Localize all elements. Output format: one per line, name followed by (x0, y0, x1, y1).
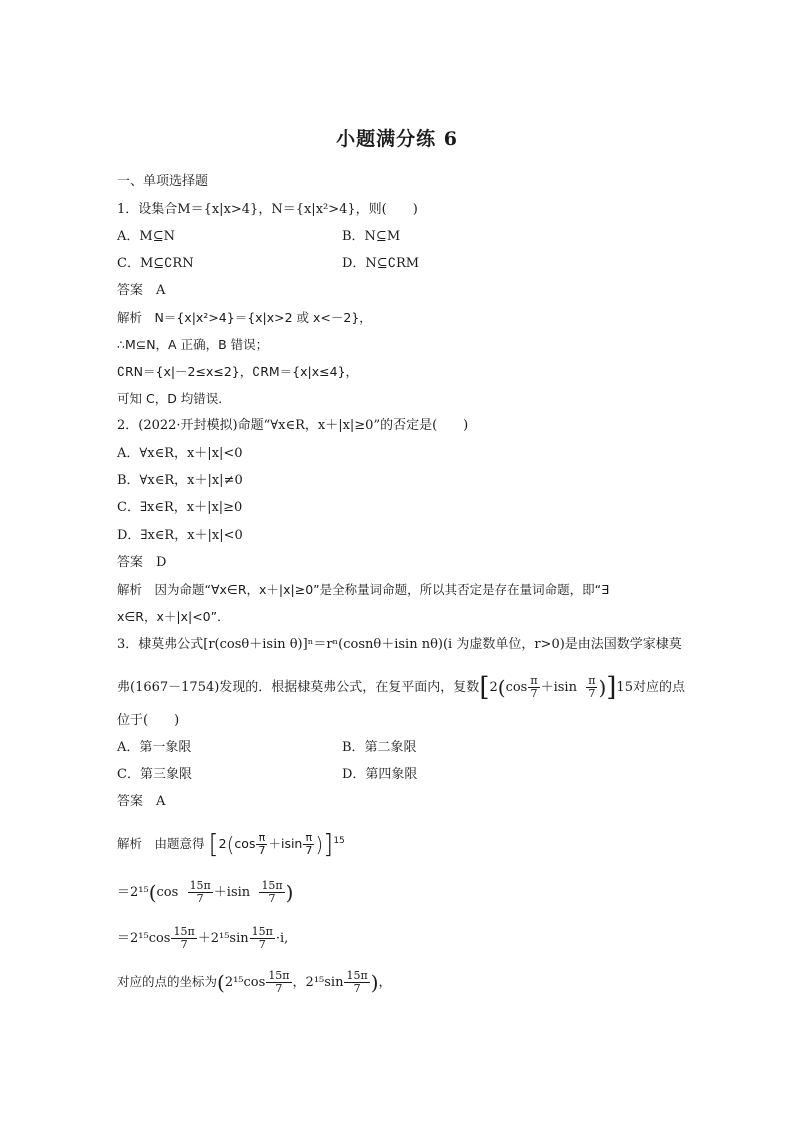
q1-option-a: A．M⊆N (117, 229, 175, 244)
right-paren: ) (598, 675, 607, 700)
q3-stem-tail: 15对应的点 (616, 680, 685, 695)
q2-option-a: A．∀x∈R，x＋|x|<0 (117, 446, 243, 461)
q1-option-d: D．N⊆∁RM (342, 256, 420, 271)
q3-option-c: C．第三象限 (117, 767, 192, 782)
fraction: $\frac{15\pi}{7}$ (268, 969, 290, 995)
fraction: $\frac{\pi}{7}$ (305, 831, 313, 857)
q2-solution-line-2: x∈R，x＋|x|<0”． (117, 609, 230, 624)
fraction: $\frac{\pi}{7}$ (530, 674, 538, 700)
section-heading: 一、单项选择题 (117, 174, 209, 189)
right-bracket: ] (606, 672, 617, 703)
q3-solution-line-1: 解析 由题意得 [2(cos $\frac{\pi}{7}$ ＋isin $\frac{\pi}{7}$ )]$^{15}$ (117, 829, 345, 860)
q1-solution-line-2: ∴M⊆N，A 正确，B 错误； (117, 337, 269, 352)
q2-solution-line-1: 解析 因为命题“∀x∈R，x＋|x|≥0”是全称量词命题，所以其否定是存在量词命题，即“∃ (117, 582, 609, 597)
q3-answer: 答案 A (117, 794, 166, 809)
q3-solution-line-3: ＝2¹⁵cos $\frac{15\pi}{7}$ ＋2¹⁵sin $\frac{15\pi}{7}$ ·i, (117, 925, 289, 951)
left-bracket: [ (479, 672, 490, 703)
fraction: $\frac{15\pi}{7}$ (251, 925, 273, 951)
q3-stem-text: 弗(1667－1754)发现的．根据棣莫弗公式，在复平面内，复数 (117, 680, 480, 695)
q3-stem-line-2: 弗(1667－1754)发现的．根据棣莫弗公式，在复平面内，复数[2(cos $\frac{\pi}{7}$ ＋isin $\frac{\pi}{7}$ )]15对应的点 (117, 672, 685, 703)
fraction: $\frac{15\pi}{7}$ (173, 925, 195, 951)
q1-solution-line-4: 可知 C，D 均错误． (117, 391, 231, 406)
q2-stem: 2．(2022·开封模拟)命题“∀x∈R，x＋|x|≥0”的否定是( ) (117, 418, 469, 433)
fraction: $\frac{15\pi}{7}$ (346, 969, 368, 995)
q2-option-c: C．∃x∈R，x＋|x|≥0 (117, 500, 243, 515)
q3-solution-line-4: 对应的点的坐标为(2¹⁵cos $\frac{15\pi}{7}$ ，2¹⁵sin $\frac{15\pi}{7}$ )， (117, 969, 392, 995)
fraction: $\frac{\pi}{7}$ (258, 831, 266, 857)
q2-option-d: D．∃x∈R，x＋|x|<0 (117, 528, 243, 543)
q3-option-d: D．第四象限 (342, 767, 418, 782)
q3-stem-line-1: 3．棣莫弗公式[r(cosθ＋isin θ)]ⁿ＝rⁿ(cosnθ＋isin nθ)(i 为虚数单位，r>0)是由法国数学家棣莫 (117, 637, 682, 652)
q2-answer: 答案 D (117, 555, 167, 570)
q2-option-b: B．∀x∈R，x＋|x|≠0 (117, 473, 243, 488)
q1-solution-line-3: ∁RN＝{x|－2≤x≤2}，∁RM＝{x|x≤4}， (117, 364, 359, 379)
q3-option-b: B．第二象限 (342, 740, 417, 755)
q3-option-a: A．第一象限 (117, 740, 192, 755)
fraction: $\frac{15\pi}{7}$ (189, 879, 211, 905)
q3-solution-line-2: ＝2¹⁵(cos $\frac{15\pi}{7}$ ＋isin $\frac{15\pi}{7}$ ) (117, 879, 294, 905)
fraction: $\frac{\pi}{7}$ (588, 674, 596, 700)
q1-stem: 1．设集合M＝{x|x>4}，N＝{x|x²>4}，则( ) (117, 202, 418, 217)
q1-option-b: B．N⊆M (342, 229, 401, 244)
q1-answer: 答案 A (117, 283, 166, 298)
q1-option-c: C．M⊆∁RN (117, 256, 194, 271)
page-title: 小题满分练 6 (336, 128, 458, 150)
q1-solution-line-1: 解析 N＝{x|x²>4}＝{x|x>2 或 x<－2}， (117, 310, 372, 325)
q3-stem-line-3: 位于( ) (117, 713, 180, 728)
fraction: $\frac{15\pi}{7}$ (261, 879, 283, 905)
left-paren: ( (497, 675, 506, 700)
